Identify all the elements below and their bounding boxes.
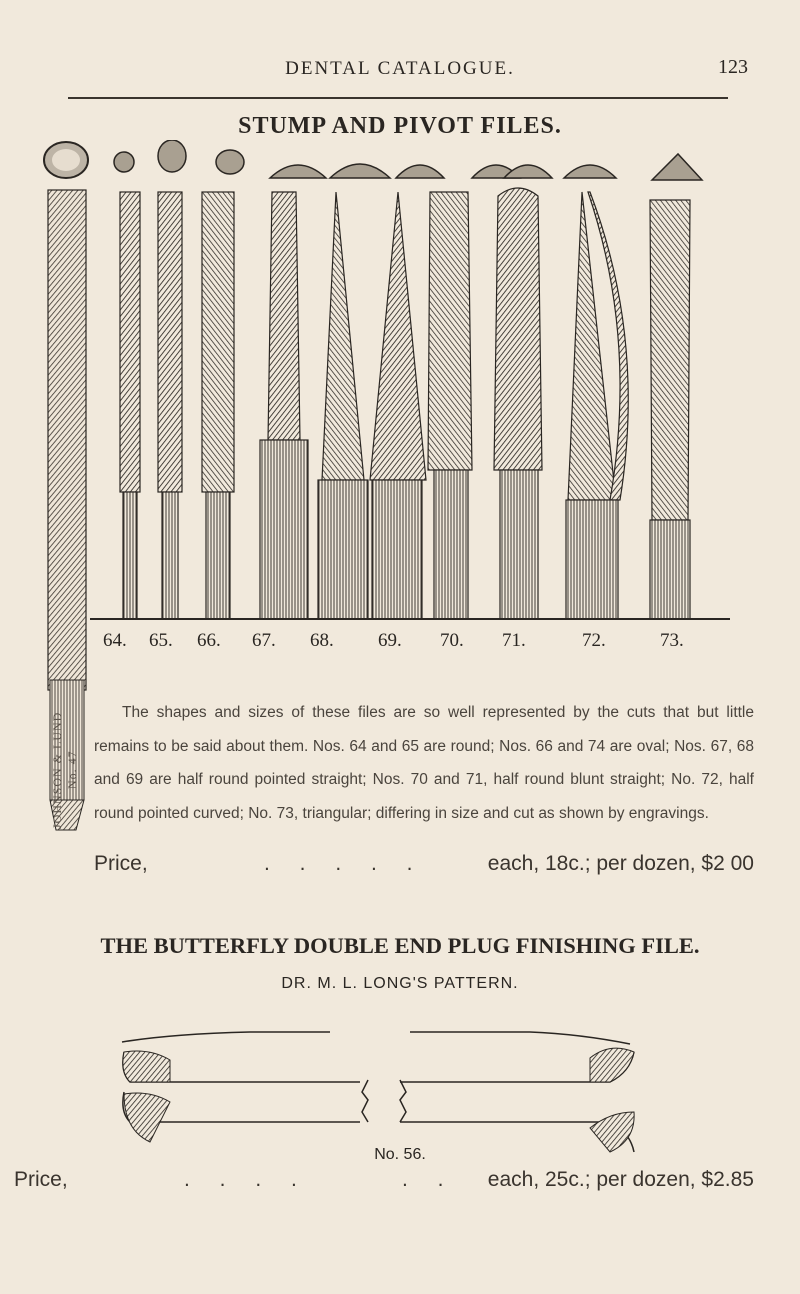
section-title-stump-pivot: STUMP AND PIVOT FILES. [238, 113, 562, 139]
figure-caption: No. 56. [374, 1146, 426, 1163]
file-70 [428, 192, 472, 620]
price-value: each, 25c.; per dozen, $2.85 [487, 1168, 754, 1191]
price-value: each, 18c.; per dozen, $2 00 [487, 852, 754, 875]
figure-baseline [90, 618, 730, 620]
file-66 [202, 192, 234, 620]
file-73 [650, 200, 690, 620]
price-label: Price, [94, 852, 148, 875]
file-64 [120, 192, 140, 620]
stump-pivot-files-illustration [90, 140, 730, 620]
price-label: Price, [14, 1168, 68, 1191]
cross-sections [114, 140, 702, 180]
pattern-subtitle: DR. M. L. LONG'S PATTERN. [281, 975, 519, 992]
description-paragraph: The shapes and sizes of these files are so well represented by the cuts that but little remains to be said about them. Nos. 64 and 65 are round; Nos. 66 and 74 are oval; Nos. 67, 68 and 69 are half round pointed straight; Nos. 70 and 71, half round blunt straight; No. 72, half round pointed curved; No. 73, triangular; differing in size and cut as shown by engravings. [94, 704, 754, 822]
price-leader-dots: . . . . . [264, 852, 425, 875]
file-65 [158, 192, 182, 620]
library-stamp [44, 700, 84, 840]
price-leader-dots: . . . . [184, 1168, 309, 1191]
running-title: DENTAL CATALOGUE. [285, 58, 515, 79]
price-leader-dots-2: . . [402, 1168, 456, 1191]
file-number-64: 64. [103, 630, 127, 651]
section-title-butterfly: THE BUTTERFLY DOUBLE END PLUG FINISHING FILE. [100, 933, 700, 958]
file-71 [494, 188, 542, 620]
file-67 [260, 192, 308, 620]
header-rule [68, 97, 728, 99]
page-number: 123 [718, 56, 748, 78]
page-header [0, 58, 800, 88]
file-number-67: 67. [252, 630, 276, 651]
stamp-text: JOHNSON & LUND No. 47 [50, 711, 79, 829]
file-number-72: 72. [582, 630, 606, 651]
file-number-65: 65. [149, 630, 173, 651]
file-number-71: 71. [502, 630, 526, 651]
file-number-68: 68. [310, 630, 334, 651]
file-68 [318, 192, 368, 620]
file-number-70: 70. [440, 630, 464, 651]
file-69 [370, 192, 426, 620]
file-number-69: 69. [378, 630, 402, 651]
file-number-73: 73. [660, 630, 684, 651]
file-72 [566, 192, 628, 620]
butterfly-file-illustration [110, 1012, 650, 1162]
file-number-66: 66. [197, 630, 221, 651]
